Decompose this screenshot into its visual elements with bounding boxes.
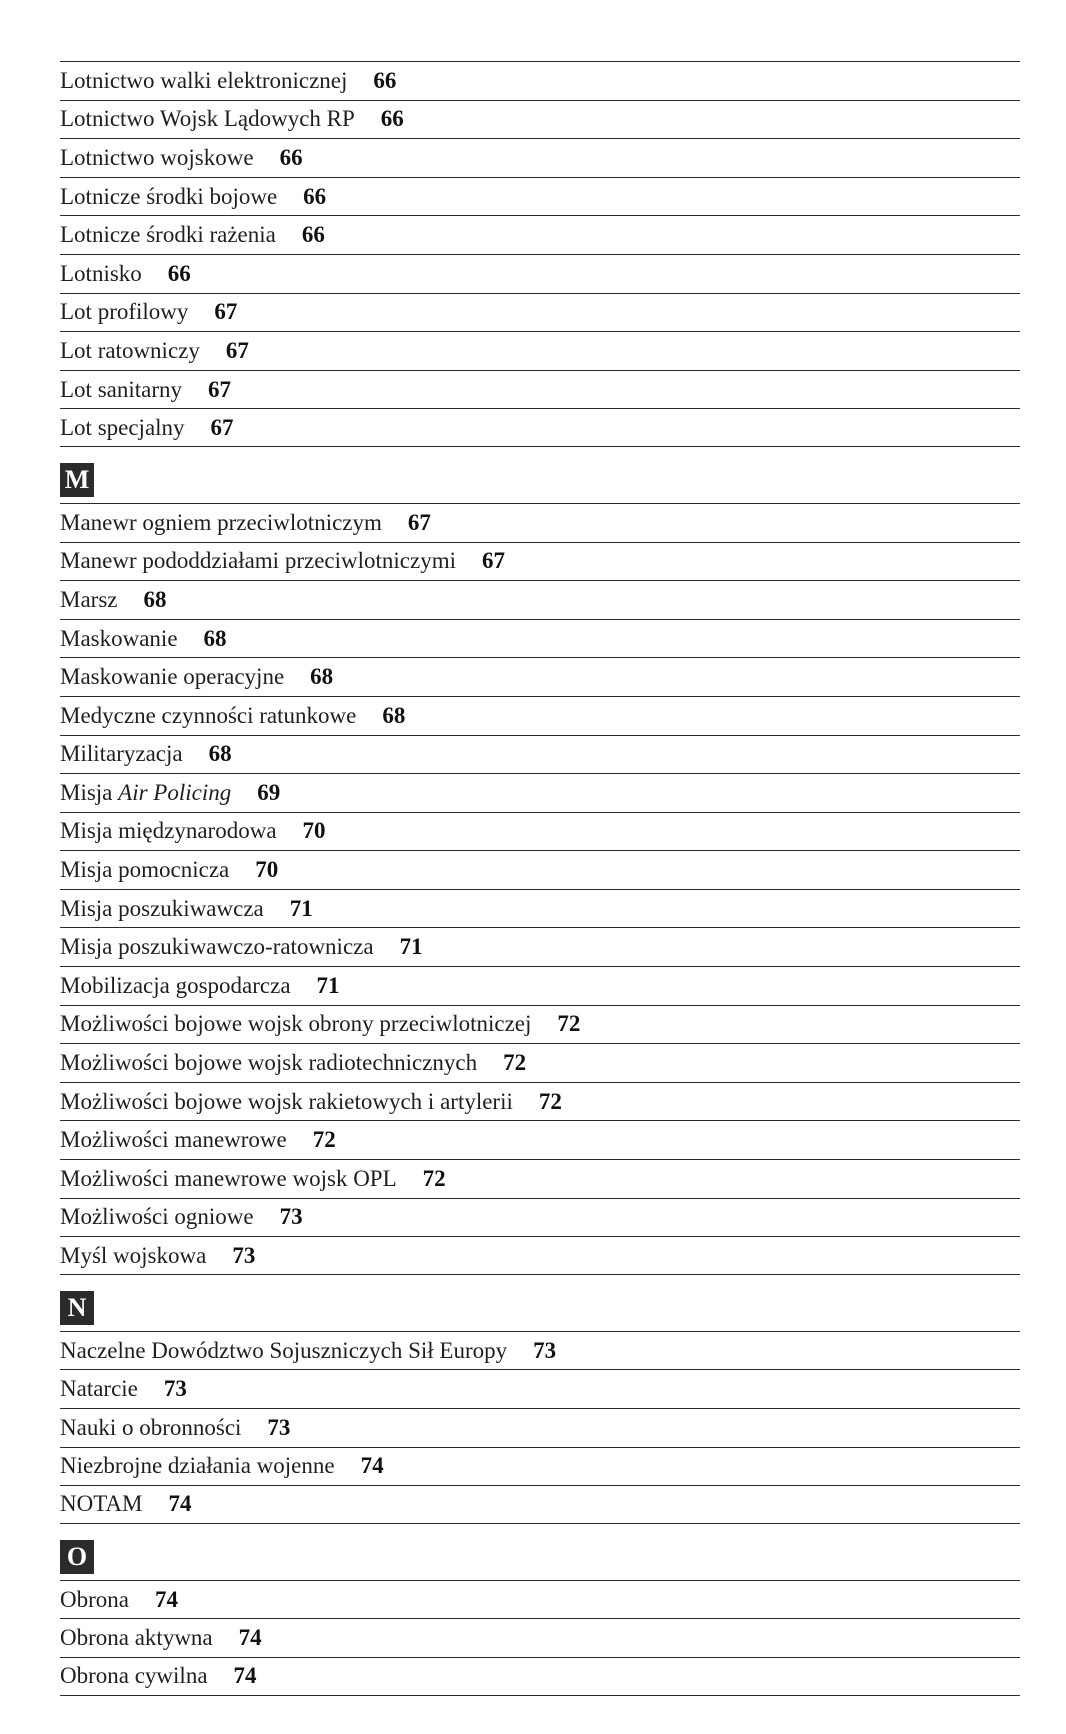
entry-term-text: Marsz (60, 586, 118, 612)
index-entry (60, 657, 1020, 696)
entry-page-number: 68 (208, 741, 232, 767)
index-entry (60, 1408, 1020, 1447)
index-entry (60, 735, 1020, 774)
index-entry (60, 696, 1020, 735)
index-entry (60, 1082, 1020, 1121)
entry-page-number: 72 (312, 1127, 336, 1153)
entry-term-text: Manewr ogniem przeciwlotniczym (60, 509, 382, 535)
entry-term-text: Lotnictwo walki elektronicznej (60, 67, 348, 93)
entry-page-number: 68 (203, 625, 227, 651)
entry-term-text: Możliwości manewrowe (60, 1127, 287, 1153)
entry-term-text: Misja pomocnicza (60, 857, 230, 883)
entry-term (60, 1453, 335, 1479)
index-entry (60, 1159, 1020, 1198)
index-entry (60, 1447, 1020, 1486)
index-entry (60, 1198, 1020, 1237)
index-entry (60, 1005, 1020, 1044)
entry-term (60, 703, 356, 729)
entry-term (60, 857, 229, 883)
entry-term-text: Misja poszukiwawcza (60, 895, 264, 921)
entry-page-number: 67 (225, 337, 249, 363)
entry-page-number: 66 (279, 144, 303, 170)
index-entry (60, 619, 1020, 658)
index-entry (60, 580, 1020, 619)
entry-term (60, 1415, 241, 1441)
index-entry (60, 215, 1020, 254)
entry-term (60, 1127, 287, 1153)
entry-term-text: Misja (60, 779, 119, 805)
entry-term (60, 1338, 507, 1364)
index-entry (60, 1331, 1020, 1370)
entry-term-text: Lotnictwo Wojsk Lądowych RP (60, 106, 355, 132)
entry-term-text: Możliwości ogniowe (60, 1204, 254, 1230)
index-entry (60, 1657, 1020, 1696)
entry-term (60, 1625, 213, 1651)
entry-page-number: 70 (255, 857, 279, 883)
entry-page-number: 74 (233, 1663, 257, 1689)
entry-page-number: 74 (360, 1453, 384, 1479)
index-entry (60, 61, 1020, 100)
entry-term-text: Lot sanitarny (60, 376, 182, 402)
entry-term-text: Lot specjalny (60, 414, 185, 440)
entry-term (60, 818, 277, 844)
entry-term-text: Możliwości bojowe wojsk radiotechnicznych (60, 1050, 478, 1076)
entry-page-number: 73 (163, 1376, 187, 1402)
entry-page-number: 72 (503, 1050, 527, 1076)
index-entry (60, 1618, 1020, 1657)
entry-term-text: Lotnicze środki bojowe (60, 183, 278, 209)
section-letter-heading (60, 447, 1020, 503)
index-entry (60, 966, 1020, 1005)
index-entry (60, 1236, 1020, 1275)
entry-term-text: Maskowanie operacyjne (60, 664, 285, 690)
entry-term (60, 1011, 531, 1037)
entry-term-text: NOTAM (60, 1491, 143, 1517)
entry-term (60, 106, 355, 132)
entry-page-number: 71 (316, 972, 340, 998)
entry-term-text: Możliwości bojowe wojsk rakietowych i artylerii (60, 1088, 513, 1114)
index-entry (60, 1043, 1020, 1082)
entry-term (60, 1166, 397, 1192)
entry-term (60, 377, 182, 403)
entry-term-text: Lotnisko (60, 260, 142, 286)
entry-term-text: Militaryzacja (60, 741, 183, 767)
entry-term (60, 68, 347, 94)
entry-term-text: Lotnicze środki rażenia (60, 222, 276, 248)
entry-term-text: Medyczne czynności ratunkowe (60, 702, 357, 728)
entry-term (60, 1243, 206, 1269)
entry-page-number: 73 (279, 1204, 303, 1230)
index-entry (60, 1369, 1020, 1408)
index-entry (60, 889, 1020, 928)
entry-term (60, 896, 264, 922)
index-entry (60, 177, 1020, 216)
letter-badge: O (60, 1540, 94, 1574)
entry-term (60, 1587, 129, 1613)
entry-page-number: 67 (210, 414, 234, 440)
entry-page-number: 67 (214, 299, 238, 325)
entry-term-text: Myśl wojskowa (60, 1242, 207, 1268)
entry-term (60, 261, 142, 287)
index-entry (60, 293, 1020, 332)
entry-term (60, 1050, 477, 1076)
entry-term (60, 415, 185, 441)
entry-page-number: 74 (168, 1491, 192, 1517)
entry-term (60, 338, 200, 364)
section-letter-heading (60, 1524, 1020, 1580)
entry-term-text: Możliwości manewrowe wojsk OPL (60, 1165, 397, 1191)
entry-page-number: 73 (232, 1242, 256, 1268)
entry-page-number: 66 (373, 67, 397, 93)
entry-page-number: 66 (380, 106, 404, 132)
entry-term-text: Lot profilowy (60, 299, 189, 325)
entry-page-number: 68 (382, 702, 406, 728)
entry-term-text: Niezbrojne działania wojenne (60, 1453, 335, 1479)
entry-term-text: Obrona (60, 1586, 129, 1612)
letter-badge: M (60, 463, 94, 497)
entry-page-number: 71 (399, 934, 423, 960)
entry-term-text: Misja poszukiwawczo-ratownicza (60, 934, 374, 960)
entry-term (60, 1376, 138, 1402)
letter-badge: N (60, 1291, 94, 1325)
index-entry (60, 850, 1020, 889)
entry-term-text: Maskowanie (60, 625, 178, 651)
entry-term (60, 145, 254, 171)
index-entry (60, 138, 1020, 177)
entry-term-text: Możliwości bojowe wojsk obrony przeciwlotniczej (60, 1011, 532, 1037)
entry-term (60, 741, 183, 767)
entry-page-number: 70 (302, 818, 326, 844)
entry-term-text: Obrona cywilna (60, 1663, 208, 1689)
entry-page-number: 66 (167, 260, 191, 286)
entry-term (60, 222, 276, 248)
index-entry (60, 331, 1020, 370)
index-entry (60, 370, 1020, 409)
entry-term-text: Lotnictwo wojskowe (60, 144, 254, 170)
entry-page-number: 68 (143, 586, 167, 612)
entry-term (60, 548, 456, 574)
entry-page-number: 72 (557, 1011, 581, 1037)
index-entry (60, 927, 1020, 966)
entry-page-number: 73 (533, 1337, 557, 1363)
entry-term-text: Mobilizacja gospodarcza (60, 972, 291, 998)
index-entry (60, 812, 1020, 851)
entry-term-text: Nauki o obronności (60, 1414, 242, 1440)
entry-term (60, 626, 178, 652)
entry-page-number: 67 (407, 509, 431, 535)
entry-page-number: 69 (257, 779, 281, 805)
entry-page-number: 71 (289, 895, 313, 921)
entry-term (60, 1204, 254, 1230)
entry-term-text: Obrona aktywna (60, 1625, 213, 1651)
index-entry (60, 1120, 1020, 1159)
entry-term (60, 587, 117, 613)
entry-term (60, 664, 284, 690)
entry-term (60, 934, 374, 960)
entry-term (60, 510, 382, 536)
entry-term-italic: Air Policing (118, 779, 232, 805)
index-entry (60, 408, 1020, 447)
entry-term-text: Misja międzynarodowa (60, 818, 277, 844)
entry-page-number: 74 (238, 1625, 262, 1651)
entry-page-number: 73 (267, 1414, 291, 1440)
entry-page-number: 68 (310, 664, 334, 690)
entry-term (60, 1663, 208, 1689)
entry-page-number: 72 (538, 1088, 562, 1114)
entry-term (60, 780, 231, 806)
entry-term (60, 184, 277, 210)
index-entry (60, 773, 1020, 812)
entry-page-number: 74 (154, 1586, 178, 1612)
entry-page-number: 72 (422, 1165, 446, 1191)
entry-term-text: Natarcie (60, 1376, 138, 1402)
entry-term-text: Lot ratowniczy (60, 337, 200, 363)
entry-page-number: 66 (301, 222, 325, 248)
section-letter-heading (60, 1275, 1020, 1331)
entry-term-text: Naczelne Dowództwo Sojuszniczych Sił Europy (60, 1337, 508, 1363)
entry-term-text: Manewr pododdziałami przeciwlotniczymi (60, 548, 456, 574)
index-entry (60, 100, 1020, 139)
entry-term (60, 1089, 513, 1115)
index-entry (60, 542, 1020, 581)
term-index (60, 61, 1020, 1696)
entry-page-number: 67 (481, 548, 505, 574)
index-entry (60, 254, 1020, 293)
index-entry (60, 1580, 1020, 1619)
entry-page-number: 67 (208, 376, 231, 402)
entry-term (60, 973, 291, 999)
index-entry (60, 503, 1020, 542)
entry-page-number: 66 (303, 183, 327, 209)
entry-term (60, 299, 188, 325)
entry-term (60, 1491, 143, 1517)
index-entry (60, 1485, 1020, 1524)
